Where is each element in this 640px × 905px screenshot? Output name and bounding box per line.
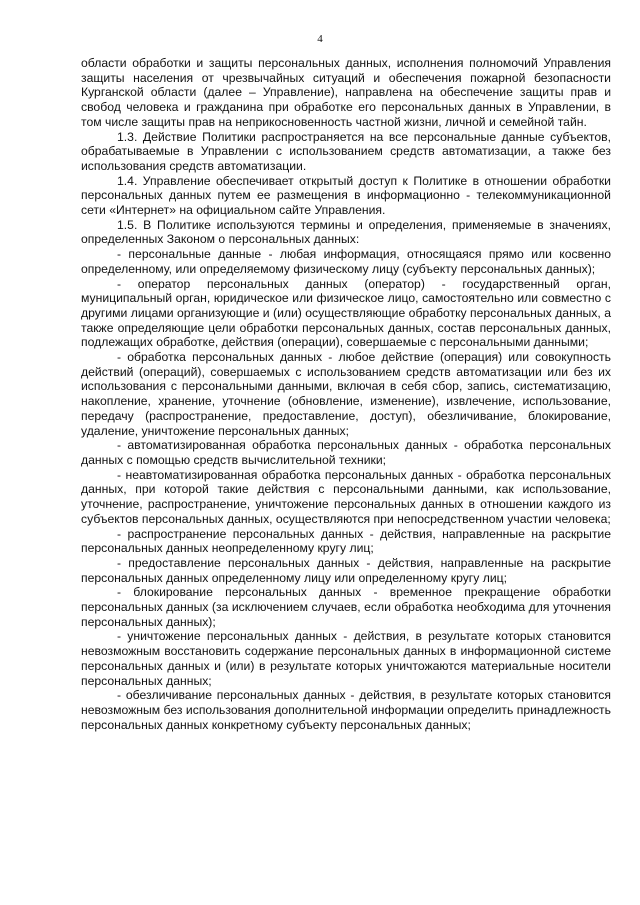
paragraph: 1.4. Управление обеспечивает открытый доступ к Политике в отношении обработки персональных данных путем ее размещения в информационно - телекоммуникационной сети «Интернет» на официальном сайте Управления. <box>81 173 611 218</box>
paragraph: - обработка персональных данных - любое действие (операция) или совокупность действий (операций), совершаемых с использованием средств автоматизации или без их использования с персональными данными, включая в себя сбор, запись, систематизацию, накопление, хранение, уточнение (обновление, изменение), извлечение, использование, передачу (распространение, предоставление, доступ), обезличивание, блокирование, удаление, уничтожение персональных данных; <box>81 350 611 438</box>
document-body <box>81 56 611 732</box>
paragraph: - уничтожение персональных данных - действия, в результате которых становится невозможным восстановить содержание персональных данных в информационной системе персональных данных и (или) в результате которых уничтожаются материальные носители персональных данных; <box>81 629 611 688</box>
paragraph: - обезличивание персональных данных - действия, в результате которых становится невозможным без использования дополнительной информации определить принадлежность персональных данных конкретному субъекту персональных данных; <box>81 688 611 732</box>
paragraph: - оператор персональных данных (оператор) - государственный орган, муниципальный орган, юридическое или физическое лицо, самостоятельно или совместно с другими лицами организующие и (или) осуществляющие обработку персональных данных, а также определяющие цели обработки персональных данных, состав персональных данных, подлежащих обработке, действия (операции), совершаемые с персональными данными; <box>81 276 611 350</box>
paragraph: - распространение персональных данных - действия, направленные на раскрытие персональных данных неопределенному кругу лиц; <box>81 526 611 556</box>
paragraph: - автоматизированная обработка персональных данных - обработка персональных данных с помощью средств вычислительной техники; <box>81 438 611 467</box>
page-number: 4 <box>317 33 323 45</box>
paragraph: - персональные данные - любая информация, относящаяся прямо или косвенно определенному, или определяемому физическому лицу (субъекту персональных данных); <box>81 247 611 276</box>
paragraph: 1.3. Действие Политики распространяется на все персональные данные субъектов, обрабатываемые в Управлении с использованием средств автоматизации, а также без использования средств автоматизации. <box>81 129 611 173</box>
paragraph: - неавтоматизированная обработка персональных данных - обработка персональных данных, при которой такие действия с персональными данными, как использование, уточнение, распространение, уничтожение персональных данных в отношении каждого из субъектов персональных данных, осуществляются при непосредственном участии человека; <box>81 467 611 526</box>
paragraph: - блокирование персональных данных - временное прекращение обработки персональных данных (за исключением случаев, если обработка необходима для уточнения персональных данных); <box>81 585 611 629</box>
paragraph: 1.5. В Политике используются термины и определения, применяемые в значениях, определенных Законом о персональных данных: <box>81 217 611 247</box>
paragraph: области обработки и защиты персональных данных, исполнения полномочий Управления защиты населения от чрезвычайных ситуаций и обеспечения пожарной безопасности Курганской области (далее – Управление), направлена на обеспечение защиты прав и свобод человека и гражданина при обработке его персональных данных в Управлении, в том числе защиты прав на неприкосновенность частной жизни, личной и семейной тайн. <box>81 56 611 129</box>
paragraph: - предоставление персональных данных - действия, направленные на раскрытие персональных данных определенному лицу или определенному кругу лиц; <box>81 555 611 585</box>
